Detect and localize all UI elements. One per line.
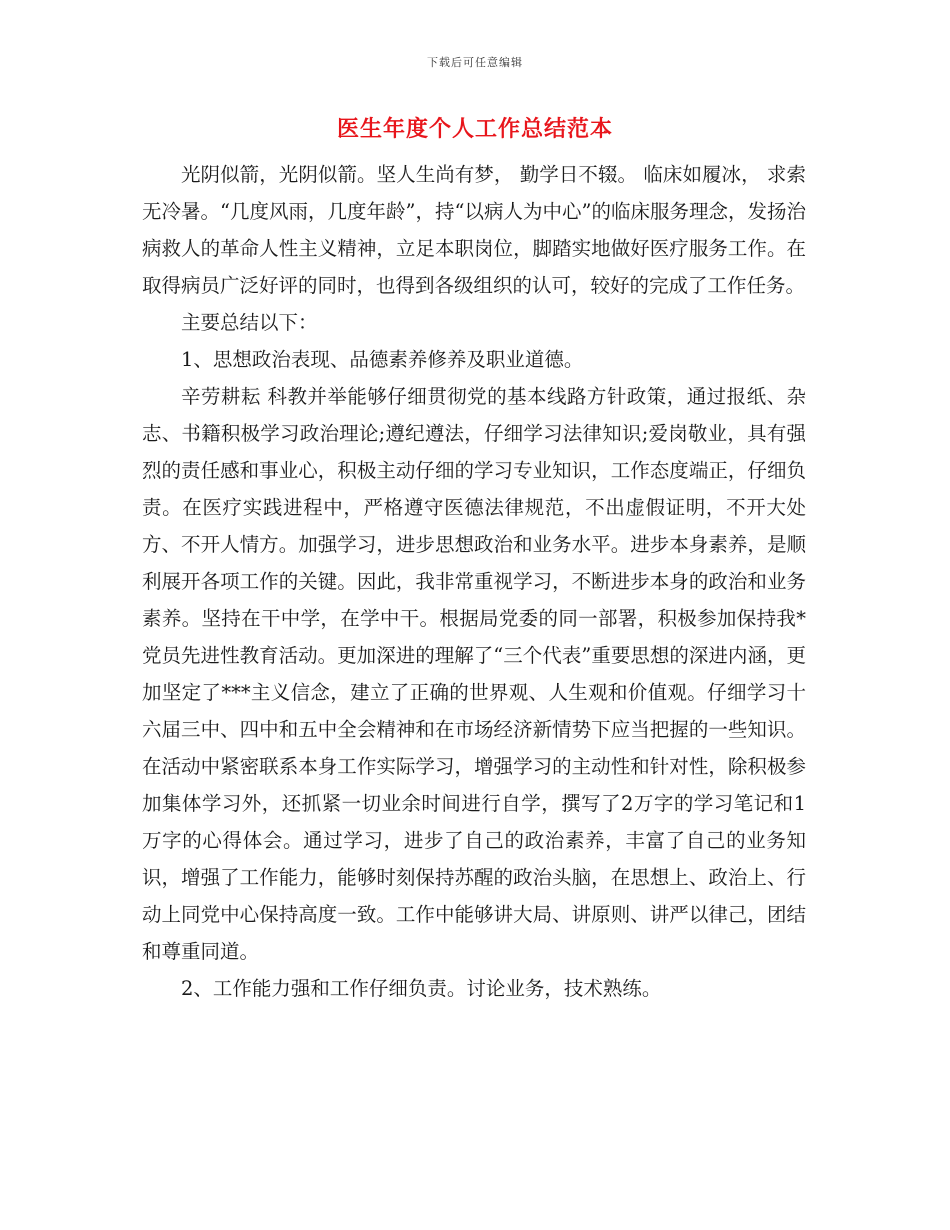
document-body [142,156,806,1007]
document-title: 医生年度个人工作总结范本 [336,116,613,142]
section-heading-1: 1、思想政治表现、品德素养修养及职业道德。 [181,348,584,371]
page-header-note: 下载后可任意编辑 [427,56,523,69]
paragraph-section-1: 辛劳耕耘 科教并举能够仔细贯彻党的基本线路方针政策，通过报纸、杂志、书籍积极学习政治理论;遵纪遵法，仔细学习法律知识;爱岗敬业，具有强烈的责任感和事业心，积极主动仔细的学习专业知识，工作态度端正，仔细负责。在医疗实践进程中，严格遵守医德法律规范，不出虚假证明，不开大处方、不开人情方。加强学习，进步思想政治和业务水平。进步本身素养，是顺利展开各项工作的关键。因此，我非常重视学习，不断进步本身的政治和业务素养。坚持在干中学，在学中干。根据局党委的同一部署，积极参加保持我*党员先进性教育活动。更加深进的理解了“三个代表”重要思想的深进内涵，更加坚定了***主义信念，建立了正确的世界观、人生观和价值观。仔细学习十六届三中、四中和五中全会精神和在市场经济新情势下应当把握的一些知识。在活动中紧密联系本身工作实际学习，增强学习的主动性和针对性，除积极参加集体学习外，还抓紧一切业余时间进行自学，撰写了2万字的学习笔记和1万字的心得体会。通过学习，进步了自己的政治素养，丰富了自己的业务知识，增强了工作能力，能够时刻保持苏醒的政治头脑，在思想上、政治上、行动上同党中心保持高度一致。工作中能够讲大局、讲原则、讲严以律己，团结和尊重同道。 [142,385,806,963]
paragraph-intro: 光阴似箭，光阴似箭。坚人生尚有梦， 勤学日不辍。 临床如履冰， 求索无冷暑。“几度风雨，几度年龄”，持“以病人为中心”的临床服务理念，发扬治病救人的革命人性主义精神，立足本职岗位，脚踏实地做好医疗服务工作。在取得病员广泛好评的同时，也得到各级组织的认可，较好的完成了工作任务。 [142,163,806,297]
paragraph-summary-lead: 主要总结以下： [181,311,318,334]
section-heading-2: 2、工作能力强和工作仔细负责。讨论业务，技术熟练。 [181,977,662,1000]
